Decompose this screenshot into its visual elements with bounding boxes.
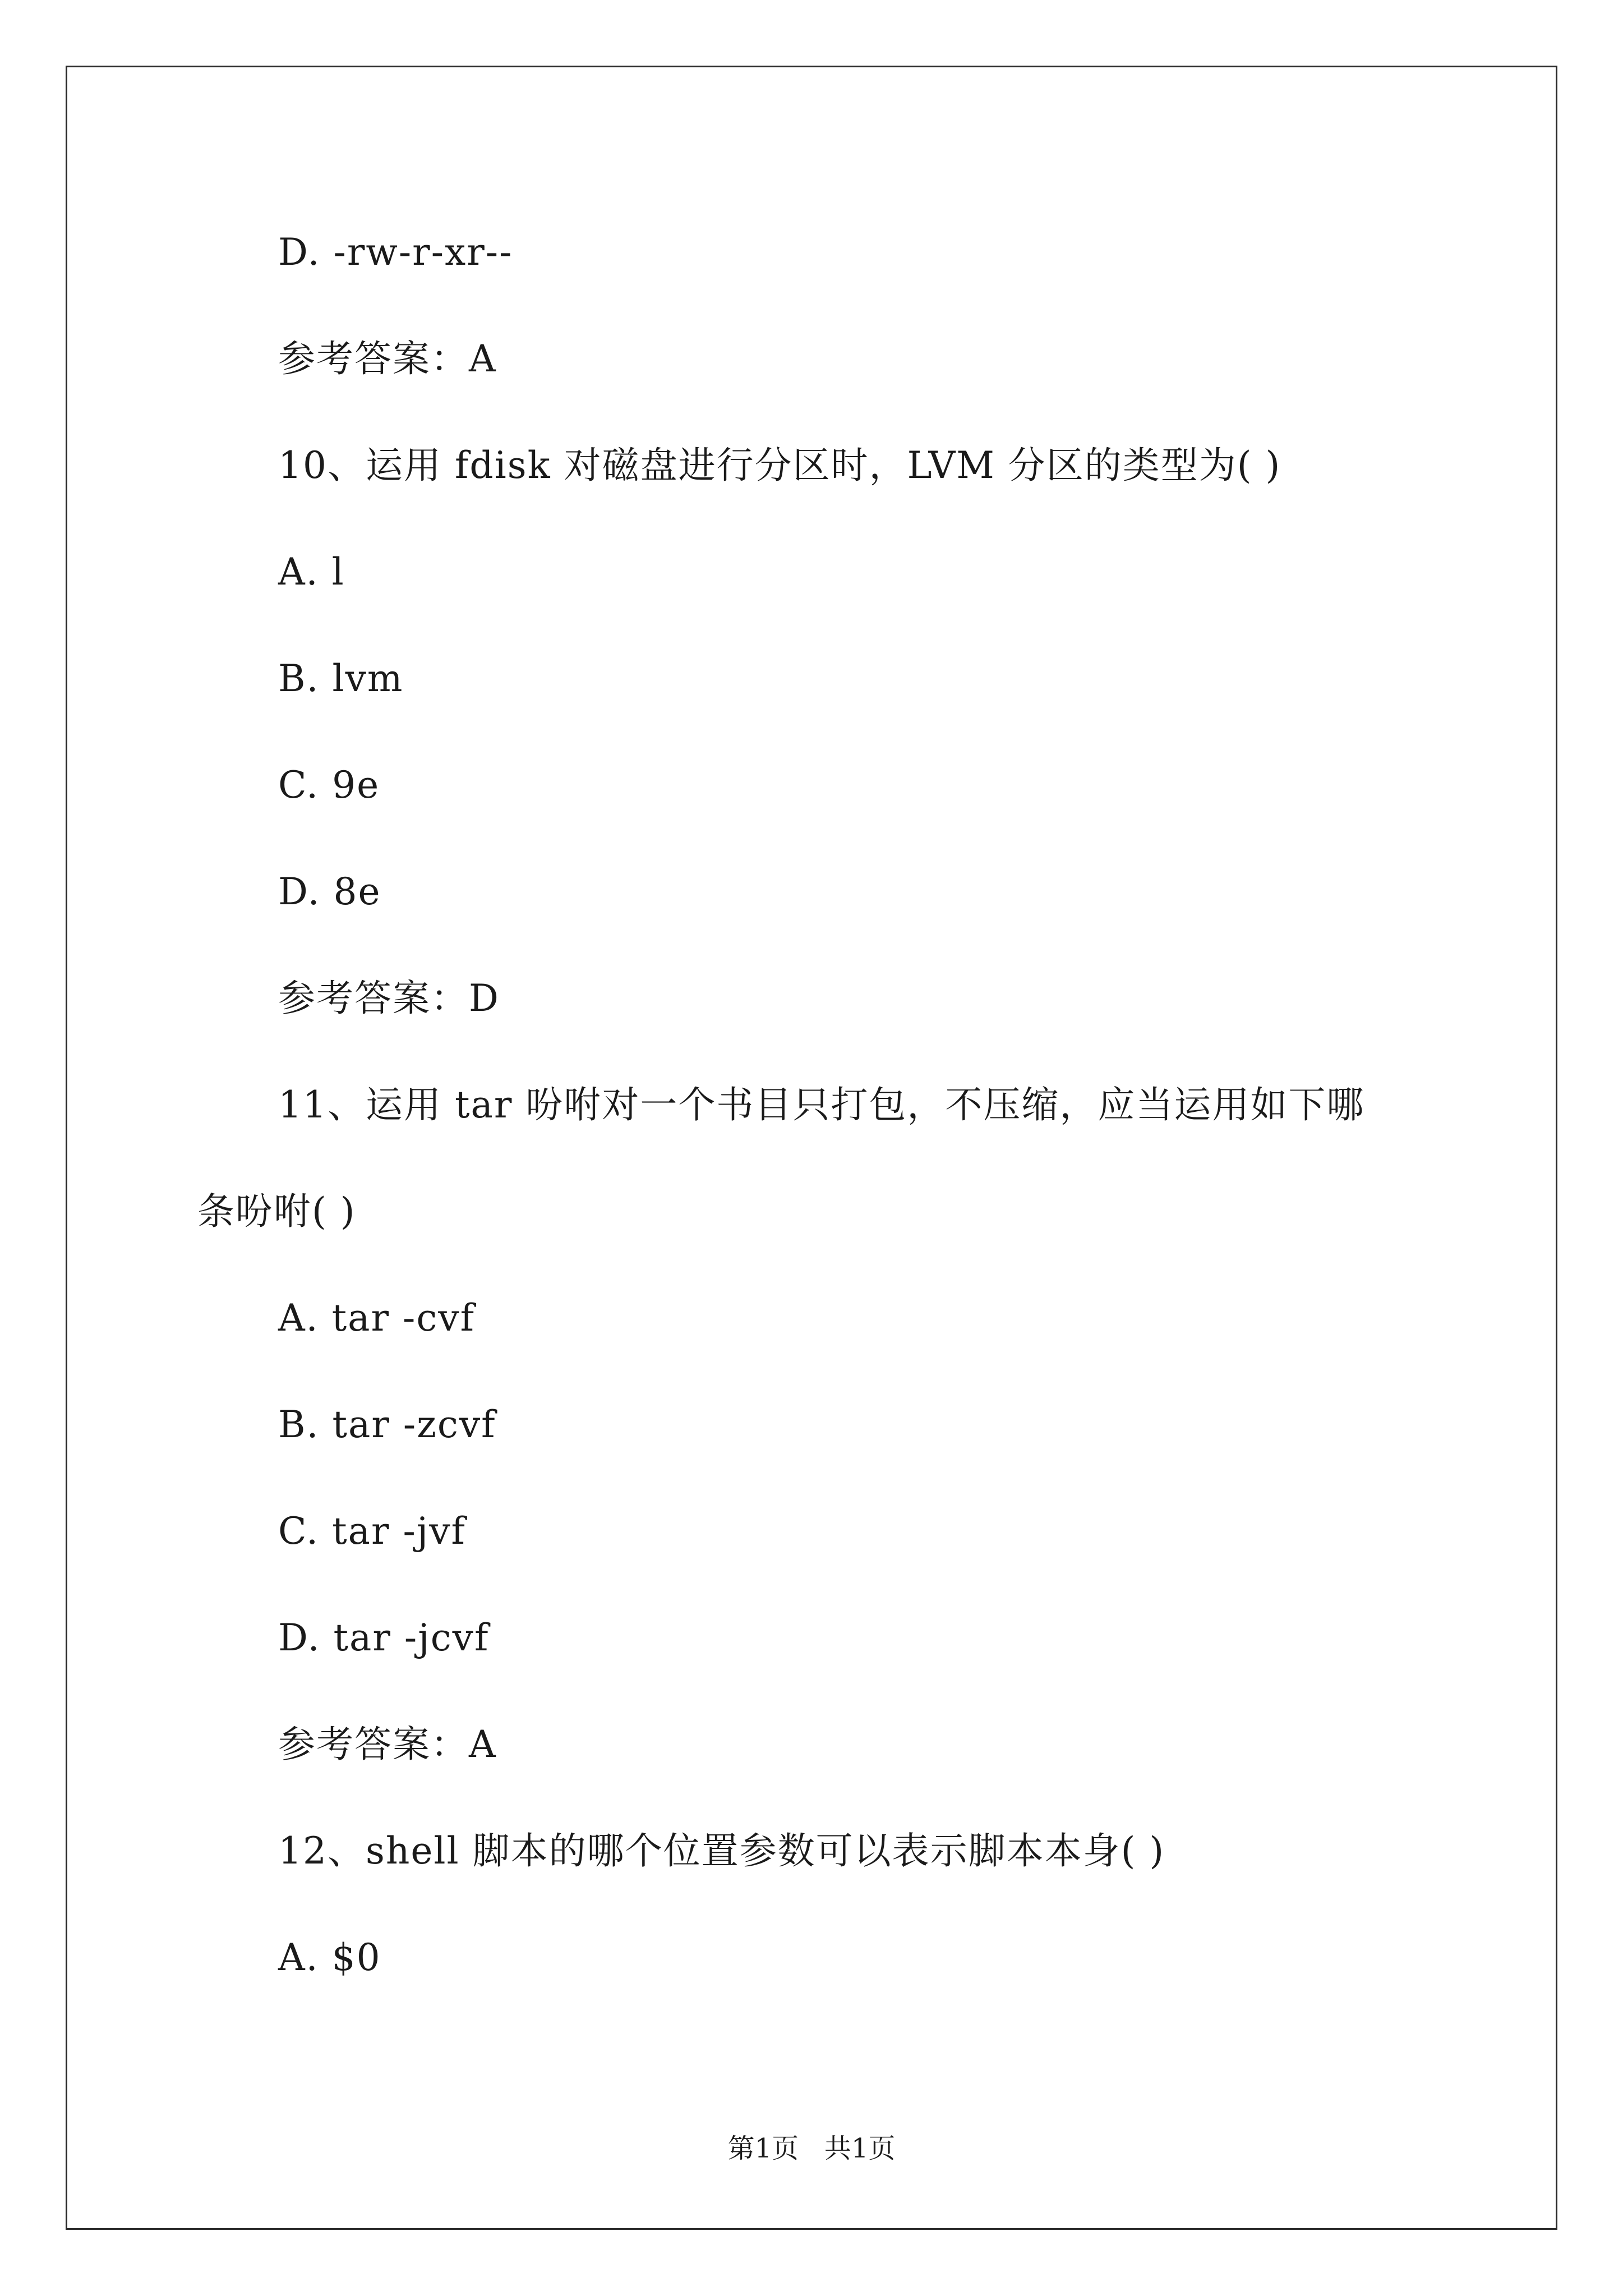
q11-question: 11、运用 tar 吩咐对一个书目只打包，不压缩，应当运用如下哪	[278, 1083, 1365, 1126]
q9-option-d: D. -rw-r-xr--	[278, 231, 513, 274]
q11-option-c: C. tar -jvf	[278, 1510, 466, 1553]
q10-answer: 参考答案：D	[278, 977, 500, 1020]
q10-question: 10、运用 fdisk 对磁盘进行分区时，LVM 分区的类型为( )	[278, 444, 1281, 487]
q11-option-d: D. tar -jcvf	[278, 1616, 490, 1659]
page-number-footer: 第1页 共1页	[727, 2133, 896, 2164]
q11-answer: 参考答案：A	[278, 1723, 497, 1766]
q11-option-b: B. tar -zcvf	[278, 1403, 496, 1446]
q10-option-a: A. l	[278, 550, 345, 593]
q12-option-a: A. $0	[278, 1936, 381, 1979]
q10-option-d: D. 8e	[278, 870, 381, 913]
q10-option-b: B. lvm	[278, 657, 404, 700]
page-border	[66, 66, 1557, 2230]
q9-answer: 参考答案：A	[278, 337, 497, 380]
q11-question-continued: 条吩咐( )	[197, 1190, 356, 1233]
q11-option-a: A. tar -cvf	[278, 1296, 476, 1340]
q12-question: 12、shell 脚本的哪个位置参数可以表示脚本本身( )	[278, 1829, 1165, 1872]
q10-option-c: C. 9e	[278, 763, 380, 807]
